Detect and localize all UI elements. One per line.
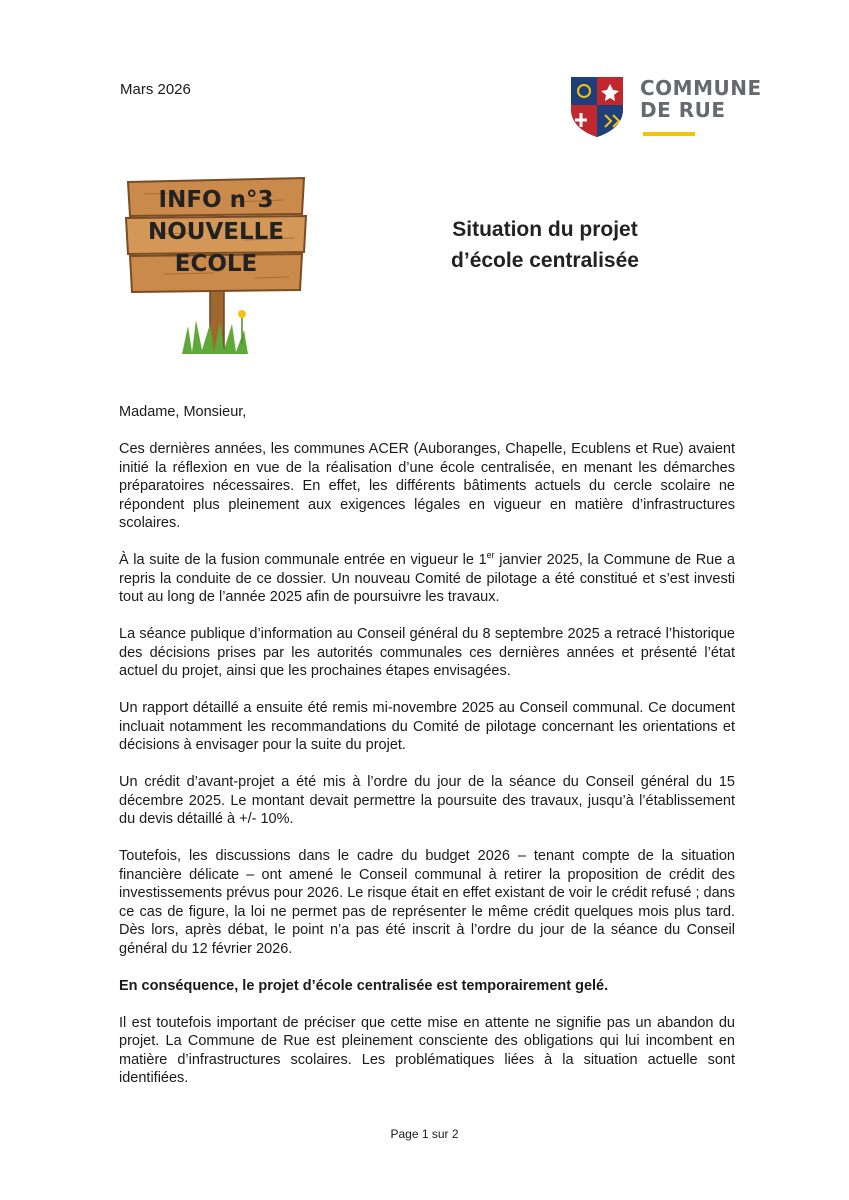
title-line-2: d’école centralisée — [451, 249, 639, 272]
paragraph-1: Ces dernières années, les communes ACER (Auboranges, Chapelle, Ecublens et Rue) avaient initié la réflexion en vue de la réalisation d’une école centralisée, en menant les démarches préparatoires nécessaires. En effet, les différents bâtiments actuels du cercle scolaire ne répondent plus pleinement aux exigences légales en vigueur en matière d’infrastructures scolaires. — [119, 441, 735, 531]
sign-line-1: INFO n°3 — [158, 187, 274, 213]
paragraph-2-start: À la suite de la fusion communale entrée en vigueur le 1 — [119, 552, 487, 568]
paragraph-5: Un crédit d’avant-projet a été mis à l’ordre du jour de la séance du Conseil général du 15 décembre 2025. Le montant devait permettre la poursuite des travaux, jusqu’à l’établissement du devis détaillé à +/- 10%. — [119, 774, 735, 827]
paragraph-8: Il est toutefois important de préciser que cette mise en attente ne signifie pas un abandon du projet. La Commune de Rue est pleinement consciente des obligations qui lui incombent en matière d’infrastructures scolaires. Les problématiques liées à la situation actuelle sont identifiées. — [119, 1014, 735, 1086]
letter-body — [119, 403, 735, 1106]
commune-crest-logo — [569, 75, 625, 139]
paragraph-2 — [119, 551, 735, 607]
page-number: Page 1 sur 2 — [390, 1127, 459, 1141]
paragraph-6: Toutefois, les discussions dans le cadre du budget 2026 – tenant compte de la situation financière délicate – ont amené le Conseil communal à retirer la proposition de crédit des investissements prévus pour 2026. Le risque était en effet existant de voir le crédit refusé ; dans ce cas de figure, la loi ne permet pas de représenter le même crédit quelques mois plus tard. Dès lors, après débat, le point n’a pas été inscrit à l’ordre du jour de la séance du Conseil général du 12 février 2026. — [119, 848, 735, 957]
salutation: Madame, Monsieur, — [119, 404, 247, 420]
logo-line-1: COMMUNE — [640, 76, 762, 100]
commune-logo-text — [640, 77, 762, 121]
paragraph-2-end: janvier 2025, la Commune de Rue a repris la conduite de ce dossier. Un nouveau Comité de pilotage a été constitué et s’est investi tout au long de l’année 2025 afin de poursuivre les travaux. — [119, 552, 735, 605]
logo-accent-bar — [643, 132, 695, 136]
title-line-1: Situation du projet — [452, 218, 638, 241]
ordinal-suffix: er — [486, 550, 495, 561]
paragraph-3: La séance publique d’information au Conseil général du 8 septembre 2025 a retracé l’historique des décisions prises par les autorités communales ces dernières années et présenté l’état actuel du projet, ainsi que les prochaines étapes envisagées. — [119, 626, 735, 679]
sign-text — [126, 184, 306, 280]
document-title — [400, 214, 690, 276]
paragraph-7-bold: En conséquence, le projet d’école centralisée est temporairement gelé. — [119, 977, 609, 994]
letter-date: Mars 2026 — [120, 81, 191, 98]
sign-line-2: NOUVELLE — [147, 219, 284, 245]
paragraph-4: Un rapport détaillé a ensuite été remis mi-novembre 2025 au Conseil communal. Ce document incluait notamment les recommandations du Comité de pilotage concernant les orientations et décisions à envisager pour la suite du projet. — [119, 700, 735, 753]
sign-line-3: ECOLE — [174, 251, 258, 277]
logo-line-2: DE RUE — [640, 98, 726, 122]
